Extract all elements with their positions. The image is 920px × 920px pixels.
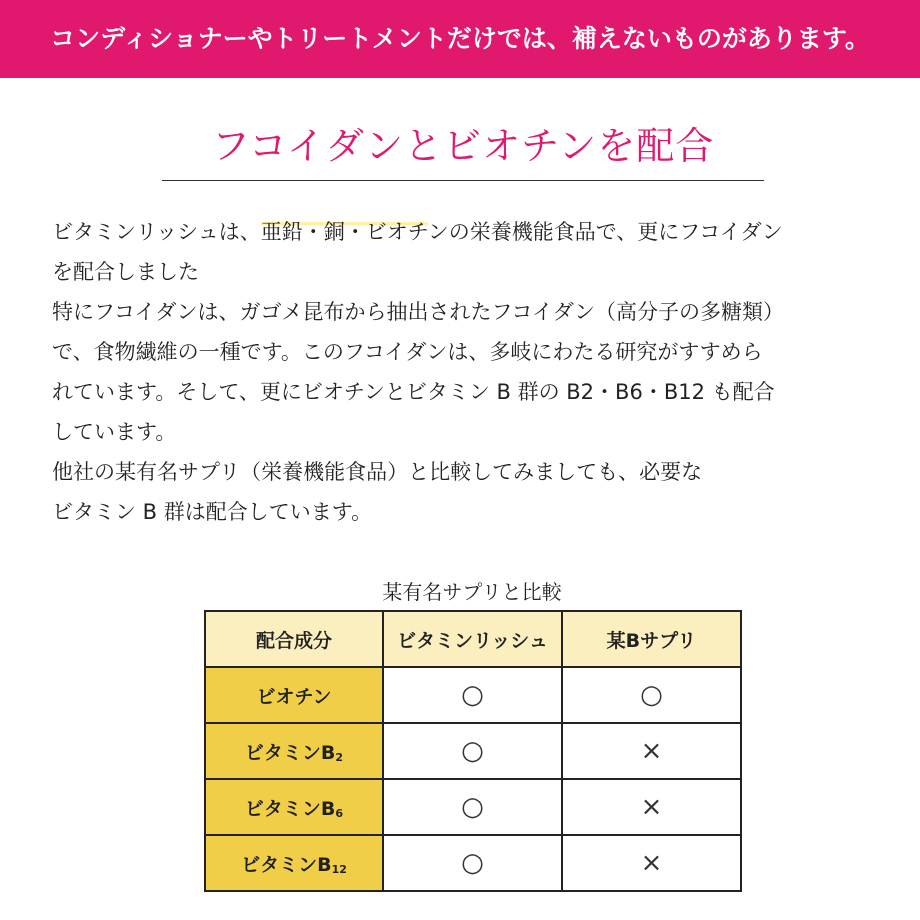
ingredient-subscript: 6 — [335, 806, 344, 820]
paragraph-line: ビタミン B 群は配合しています。 — [52, 500, 373, 524]
text-segment: ンの栄養機能食品で、更にフコイダン — [427, 220, 783, 244]
section-heading — [162, 116, 764, 181]
section-title: フコイダンとビオチンを配合 — [211, 124, 715, 168]
paragraph-line: 特にフコイダンは、ガゴメ昆布から抽出されたフコイダン（高分子の多糖類） — [52, 300, 785, 324]
vitaminrich-mark: ○ — [383, 779, 562, 835]
top-banner — [0, 0, 920, 78]
highlighted-text: 亜鉛・銅・ビオチ — [260, 220, 428, 244]
ingredient-cell — [205, 835, 383, 891]
table-row — [205, 723, 741, 779]
table-row — [205, 779, 741, 835]
banner-text: コンディショナーやトリートメントだけでは、補えないものがあります。 — [50, 24, 870, 53]
description-body — [52, 212, 882, 532]
paragraph-line: 他社の某有名サプリ（栄養機能食品）と比較してみましても、必要な — [52, 460, 703, 484]
table-caption: 某有名サプリと比較 — [382, 580, 562, 604]
ingredient-cell — [205, 779, 383, 835]
ingredient-cell — [205, 667, 383, 723]
ingredient-name: ビオチン — [256, 685, 332, 708]
paragraph-line: を配合しました — [52, 260, 199, 284]
other-mark: × — [562, 835, 741, 891]
ingredient-name: ビタミンB — [244, 741, 336, 764]
ingredient-cell — [205, 723, 383, 779]
header-other-supplement: 某Bサプリ — [562, 611, 741, 667]
table-header-row — [205, 611, 741, 667]
other-mark: × — [562, 723, 741, 779]
table-row — [205, 835, 741, 891]
vitaminrich-mark: ○ — [383, 667, 562, 723]
other-mark: ○ — [562, 667, 741, 723]
paragraph-line: れています。そして、更にビオチンとビタミン B 群の B2・B6・B12 も配合 — [52, 380, 775, 404]
paragraph-line: で、食物繊維の一種です。このフコイダンは、多岐にわたる研究がすすめら — [52, 340, 763, 364]
ingredient-subscript: 12 — [331, 862, 347, 876]
paragraph-line — [52, 212, 882, 252]
header-vitaminrich: ビタミンリッシュ — [383, 611, 562, 667]
header-ingredient: 配合成分 — [205, 611, 383, 667]
vitaminrich-mark: ○ — [383, 835, 562, 891]
other-mark: × — [562, 779, 741, 835]
paragraph-line: しています。 — [52, 420, 177, 444]
ingredient-name: ビタミンB — [241, 853, 332, 876]
comparison-table — [204, 610, 742, 892]
table-row — [205, 667, 741, 723]
ingredient-subscript: 2 — [335, 750, 344, 764]
ingredient-name: ビタミンB — [244, 797, 336, 820]
vitaminrich-mark: ○ — [383, 723, 562, 779]
text-segment: ビタミンリッシュは、 — [52, 220, 261, 244]
